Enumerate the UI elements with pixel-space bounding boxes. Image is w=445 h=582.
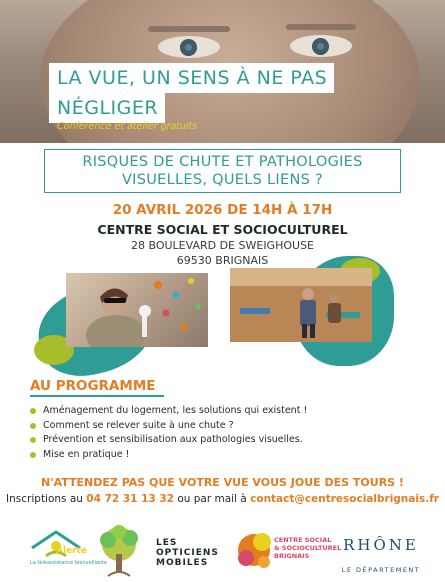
phone-number[interactable]: 04 72 31 13 32 xyxy=(86,493,174,505)
photo-climbing-wall xyxy=(66,273,208,347)
program-item: Comment se relever suite à une chute ? xyxy=(30,419,307,434)
event-address-line2: 69530 BRIGNAIS xyxy=(176,254,269,267)
call-to-action: N'ATTENDEZ PAS QUE VOTRE VUE VOUS JOUE DES TOURS ! xyxy=(41,476,404,489)
program-title-underline xyxy=(30,395,164,397)
logo-opticiens-line1: LES xyxy=(156,538,178,548)
photo-right-group xyxy=(220,262,390,372)
logo-centre-line2: & SOCIOCULTUREL xyxy=(274,544,342,552)
logo-opticiens-line2: OPTICIENS xyxy=(156,548,219,558)
logo-opticiens-mobiles xyxy=(156,538,228,578)
tree-icon xyxy=(94,524,144,578)
logo-opticiens-line3: MOBILES xyxy=(156,558,209,568)
email-link[interactable]: contact@centresocialbrignais.fr xyxy=(250,493,439,505)
event-address-line1: 28 BOULEVARD DE SWEIGHOUSE xyxy=(131,239,314,252)
logo-tree xyxy=(94,524,144,578)
photo-gymnasium-illustration xyxy=(230,268,372,342)
program-title: AU PROGRAMME xyxy=(30,378,156,394)
program-item: Mise en pratique ! xyxy=(30,448,307,463)
hero-photo-eye xyxy=(290,35,352,57)
logo-alerte-name: Alerte xyxy=(56,546,87,556)
hero-title-line1: LA VUE, UN SENS À NE PAS xyxy=(49,63,334,93)
partner-logos xyxy=(0,522,445,580)
hero-photo-brow xyxy=(286,24,356,30)
contact-line xyxy=(0,493,445,505)
logo-rhone xyxy=(340,536,422,576)
program-item: Prévention et sensibilisation aux pathologies visuelles. xyxy=(30,433,307,448)
centre-social-emblem-icon xyxy=(234,528,278,574)
logo-rhone-subtitle: LE DÉPARTEMENT xyxy=(341,566,421,574)
event-venue: CENTRE SOCIAL ET SOCIOCULTUREL xyxy=(97,222,348,237)
program-item: Aménagement du logement, les solutions qui existent ! xyxy=(30,404,307,419)
contact-prefix: Inscriptions au xyxy=(6,493,83,505)
logo-alerte xyxy=(26,528,108,578)
hero-subtitle: Conférence et atelier gratuits xyxy=(57,121,198,132)
headline-line2: VISUELLES, QUELS LIENS ? xyxy=(121,172,324,188)
logo-centre-social xyxy=(234,526,342,578)
logo-alerte-tagline: La téléassistance bienveillante xyxy=(30,560,108,566)
event-date: 20 AVRIL 2026 DE 14H À 17H xyxy=(112,202,333,218)
program-list xyxy=(30,404,307,462)
hero-photo-brow xyxy=(148,26,230,32)
contact-middle: ou par mail à xyxy=(177,493,247,505)
hero-title-line2: NÉGLIGER xyxy=(49,93,165,123)
photo-left-group xyxy=(38,273,218,373)
logo-centre-line3: BRIGNAIS xyxy=(274,552,310,560)
headline-line1: RISQUES DE CHUTE ET PATHOLOGIES xyxy=(82,154,363,170)
hero-photo-eye xyxy=(158,36,220,58)
photo-climbing-wall-illustration xyxy=(66,273,208,347)
logo-centre-line1: CENTRE SOCIAL xyxy=(274,536,332,544)
photo-gymnasium xyxy=(230,268,372,342)
headline-box xyxy=(44,149,401,193)
logo-rhone-title: RHÔNE xyxy=(343,536,419,554)
